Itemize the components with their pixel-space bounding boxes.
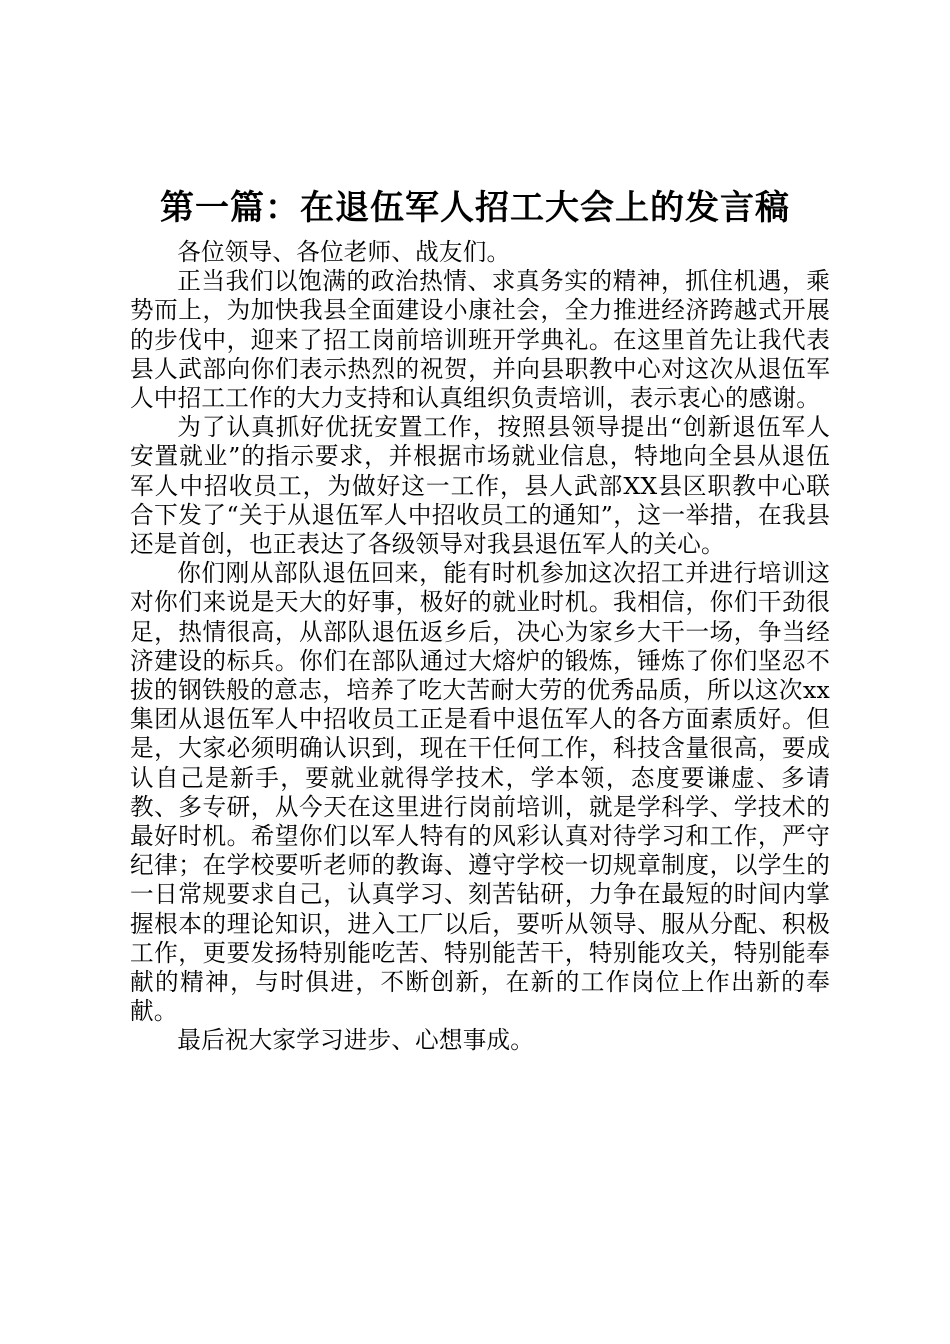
document-title: 第一篇：在退伍军人招工大会上的发言稿: [160, 188, 790, 228]
paragraph-opening: 正当我们以饱满的政治热情、求真务实的精神，抓住机遇，乘势而上，为加快我县全面建设小康社会，全力推进经济跨越式开展的步伐中，迎来了招工岗前培训班开学典礼。在这里首先让我代表县人武部向你们表示热烈的祝贺，并向县职教中心对这次从退伍军人中招工工作的大力支持和认真组织负责培训，表示衷心的感谢。: [130, 267, 830, 413]
paragraph-expectations: 你们刚从部队退伍回来，能有时机参加这次招工并进行培训这对你们来说是天大的好事，极好的就业时机。我相信，你们干劲很足，热情很高，从部队退伍返乡后，决心为家乡大干一场，争当经济建设的标兵。你们在部队通过大熔炉的锻炼，锤炼了你们坚忍不拔的钢铁般的意志，培养了吃大苦耐大劳的优秀品质，所以这次xx集团从退伍军人中招收员工正是看中退伍军人的各方面素质好。但是，大家必须明确认识到，现在干任何工作，科技含量很高，要成认自己是新手，要就业就得学技术，学本领，态度要谦虚、多请教、多专研，从今天在这里进行岗前培训，就是学科学、学技术的最好时机。希望你们以军人特有的风彩认真对待学习和工作，严守纪律；在学校要听老师的教诲、遵守学校一切规章制度，以学生的一日常规要求自己，认真学习、刻苦钻研，力争在最短的时间内掌握根本的理论知识，进入工厂以后，要听从领导、服从分配、积极工作，更要发扬特别能吃苦、特别能苦干，特别能攻关，特别能奉献的精神，与时俱进，不断创新，在新的工作岗位上作出新的奉献。: [130, 559, 830, 1026]
document-body: [130, 238, 830, 1056]
paragraph-greeting: 各位领导、各位老师、战友们。: [177, 238, 511, 266]
paragraph-initiative: 为了认真抓好优抚安置工作，按照县领导提出“创新退伍军人安置就业”的指示要求，并根据市场就业信息，特地向全县从退伍军人中招收员工，为做好这一工作，县人武部XX县区职教中心联合下发了“关于从退伍军人中招收员工的通知”，这一举措，在我县还是首创，也正表达了各级领导对我县退伍军人的关心。: [130, 413, 830, 559]
paragraph-closing: 最后祝大家学习进步、心想事成。: [177, 1026, 535, 1055]
